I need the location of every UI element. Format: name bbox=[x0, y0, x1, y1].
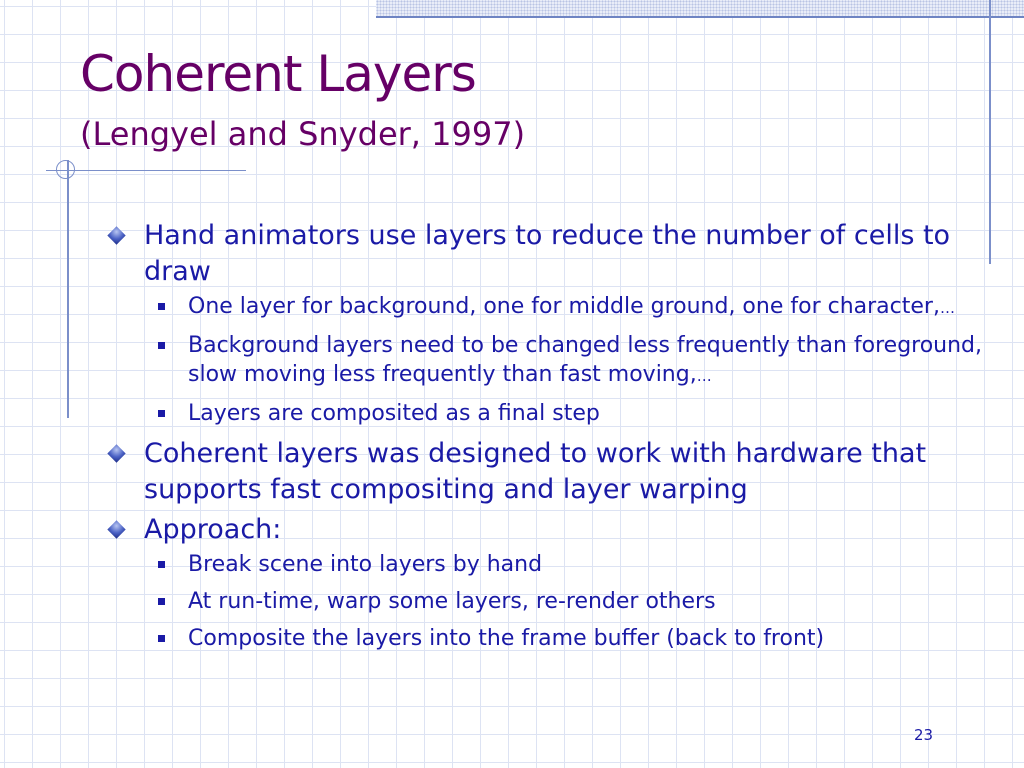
bullet-text: Coherent layers was designed to work with hardware that supports fast compositing and layer warping bbox=[144, 438, 927, 505]
sub-bullet-text: One layer for background, one for middle ground, one for character, bbox=[188, 294, 940, 319]
sub-bullet-list bbox=[104, 292, 984, 428]
slide-content bbox=[104, 218, 984, 661]
bullet-item bbox=[104, 436, 984, 508]
sub-bullet-item bbox=[104, 331, 984, 391]
bullet-item bbox=[104, 512, 984, 548]
square-bullet-icon bbox=[158, 342, 165, 349]
sub-bullet-item bbox=[104, 399, 984, 428]
diamond-bullet-icon bbox=[107, 444, 125, 462]
sub-bullet-text: Background layers need to be changed less frequently than foreground, slow moving less frequently than fast moving, bbox=[188, 333, 983, 387]
sub-bullet-list bbox=[104, 550, 984, 653]
slide-number: 23 bbox=[914, 726, 934, 744]
sub-bullet-item bbox=[104, 550, 984, 579]
square-bullet-icon bbox=[158, 561, 165, 568]
sub-bullet-item bbox=[104, 624, 984, 653]
sub-bullet-text: At run-time, warp some layers, re-render others bbox=[188, 589, 716, 614]
slide-subtitle: (Lengyel and Snyder, 1997) bbox=[80, 115, 526, 153]
left-decorative-line bbox=[67, 160, 69, 418]
square-bullet-icon bbox=[158, 598, 165, 605]
slide-title: Coherent Layers bbox=[80, 45, 476, 103]
decorative-ring-icon bbox=[56, 160, 75, 179]
sub-bullet-text: Break scene into layers by hand bbox=[188, 552, 543, 577]
top-decorative-band bbox=[376, 0, 1024, 16]
diamond-bullet-icon bbox=[107, 226, 125, 244]
top-band-border bbox=[376, 16, 1024, 18]
sub-bullet-item bbox=[104, 587, 984, 616]
title-divider-line bbox=[46, 170, 246, 171]
ellipsis: … bbox=[939, 299, 956, 317]
square-bullet-icon bbox=[158, 410, 165, 417]
square-bullet-icon bbox=[158, 303, 165, 310]
bullet-text: Approach: bbox=[144, 514, 282, 545]
diamond-bullet-icon bbox=[107, 520, 125, 538]
sub-bullet-text: Layers are composited as a final step bbox=[188, 401, 600, 426]
sub-bullet-item bbox=[104, 292, 984, 323]
bullet-item bbox=[104, 218, 984, 290]
bullet-text: Hand animators use layers to reduce the number of cells to draw bbox=[144, 220, 951, 287]
square-bullet-icon bbox=[158, 635, 165, 642]
ellipsis: … bbox=[696, 367, 713, 385]
sub-bullet-text: Composite the layers into the frame buffer (back to front) bbox=[188, 626, 825, 651]
right-decorative-line bbox=[989, 0, 991, 264]
